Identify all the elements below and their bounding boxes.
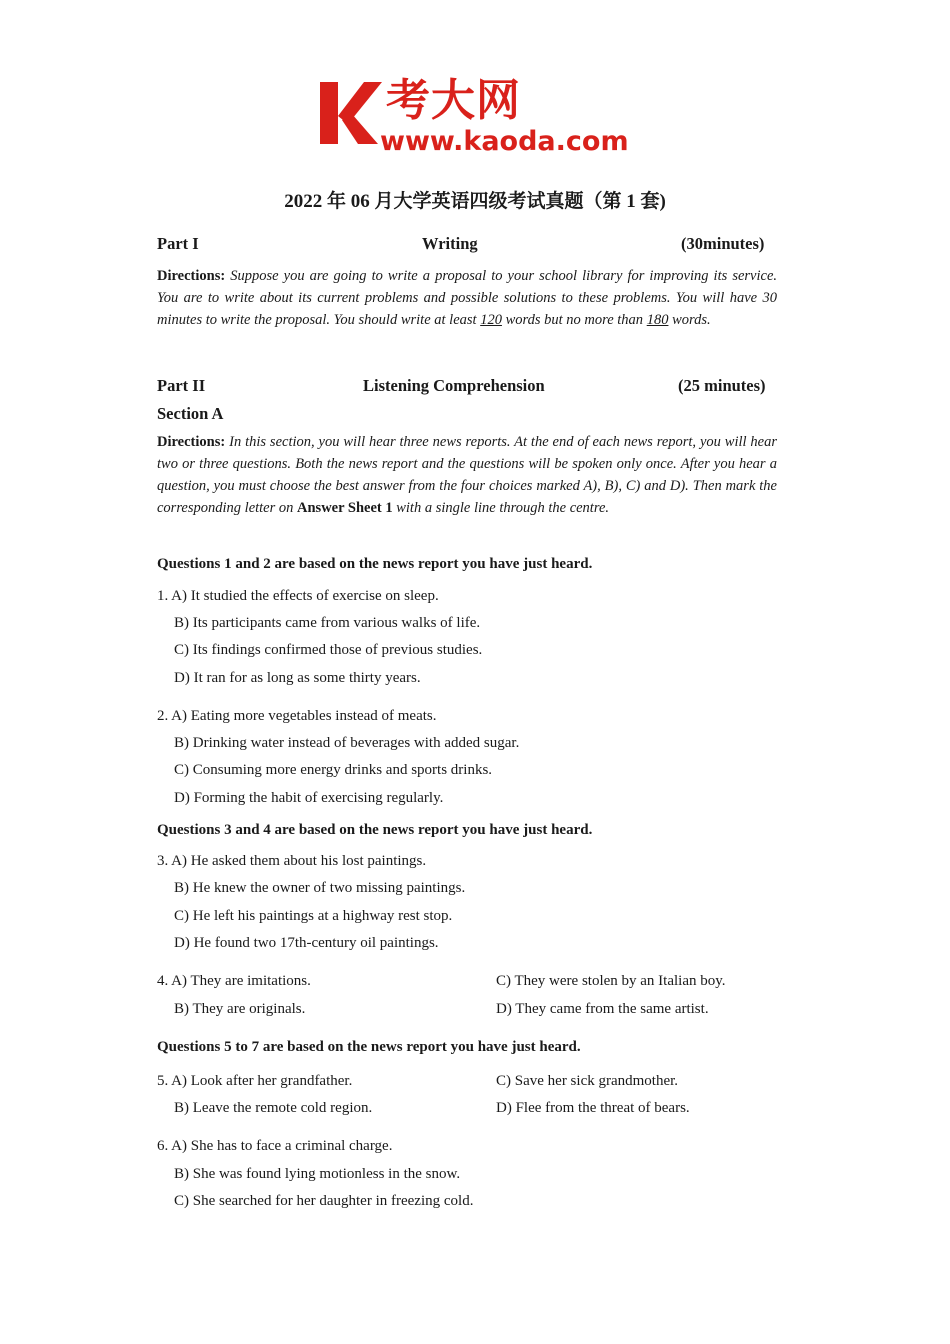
kaoda-logo — [318, 76, 648, 160]
part1-directions — [157, 265, 777, 331]
q2-option-c: C) Consuming more energy drinks and sports drinks. — [174, 762, 493, 778]
part1-directions-text-a: Suppose you are going to write a proposal to your school library for improving its service. You are to write about its current problems and possible solutions to these problems. You will have 30 minutes to write the proposal. You should write at least — [157, 268, 777, 328]
group-heading: Questions 3 and 4 are based on the news report you have just heard. — [157, 822, 593, 838]
part2-directions — [157, 431, 777, 519]
q5-option-c: C) Save her sick grandmother. — [496, 1073, 679, 1089]
q6-option-a: 6. A) She has to face a criminal charge. — [157, 1138, 393, 1154]
part1-label: Part I — [157, 234, 199, 253]
answer-sheet-label: Answer Sheet 1 — [297, 500, 393, 516]
part2-time: (25 minutes) — [678, 376, 766, 395]
q5-option-d: D) Flee from the threat of bears. — [496, 1100, 690, 1116]
max-words: 180 — [646, 312, 669, 328]
q1-option-b: B) Its participants came from various walks of life. — [174, 615, 481, 631]
q4-option-a: 4. A) They are imitations. — [157, 973, 311, 989]
q2-option-a: 2. A) Eating more vegetables instead of meats. — [157, 708, 437, 724]
q4-option-c: C) They were stolen by an Italian boy. — [496, 973, 726, 989]
page-title: 2022 年 06 月大学英语四级考试真题（第 1 套) — [284, 191, 666, 212]
q3-option-c: C) He left his paintings at a highway rest stop. — [174, 908, 453, 924]
q3-option-b: B) He knew the owner of two missing paintings. — [174, 880, 466, 896]
q3-option-d: D) He found two 17th-century oil paintings. — [174, 935, 439, 951]
q1-option-d: D) It ran for as long as some thirty years. — [174, 670, 421, 686]
directions-label: Directions: — [157, 268, 226, 284]
k-logo-icon — [318, 80, 382, 146]
part1-directions-text-c: words. — [672, 312, 711, 328]
q1-option-c: C) Its findings confirmed those of previous studies. — [174, 642, 483, 658]
logo-url-text: www.kaoda.com — [380, 126, 629, 157]
q1-option-a: 1. A) It studied the effects of exercise on sleep. — [157, 588, 439, 604]
q6-option-c: C) She searched for her daughter in freezing cold. — [174, 1193, 474, 1209]
q5-option-a: 5. A) Look after her grandfather. — [157, 1073, 353, 1089]
part2-name: Listening Comprehension — [363, 376, 545, 395]
part1-directions-text-b: words but no more than — [505, 312, 644, 328]
part1-name: Writing — [422, 234, 478, 253]
q6-option-b: B) She was found lying motionless in the snow. — [174, 1166, 461, 1182]
logo-brand-text: 考大网 — [386, 75, 521, 126]
q5-option-b: B) Leave the remote cold region. — [174, 1100, 373, 1116]
q4-option-b: B) They are originals. — [174, 1001, 306, 1017]
q3-option-a: 3. A) He asked them about his lost paintings. — [157, 853, 427, 869]
section-a-label: Section A — [157, 404, 224, 423]
group-heading: Questions 1 and 2 are based on the news report you have just heard. — [157, 556, 593, 572]
q2-option-d: D) Forming the habit of exercising regularly. — [174, 790, 444, 806]
part2-label: Part II — [157, 376, 206, 395]
part1-time: (30minutes) — [681, 234, 765, 253]
min-words: 120 — [480, 312, 502, 328]
part2-directions-text-b: with a single line through the centre. — [396, 500, 610, 516]
q4-option-d: D) They came from the same artist. — [496, 1001, 709, 1017]
part2-directions-text-a: In this section, you will hear three news reports. At the end of each news report, you will hear two or three questions. Both the news report and the questions will be spoken only once. After you hear a question, you must choose the best answer from the four choices marked A), B), C) and D). Then mark the corresponding letter on — [157, 434, 778, 516]
group-heading: Questions 5 to 7 are based on the news report you have just heard. — [157, 1039, 581, 1055]
q2-option-b: B) Drinking water instead of beverages with added sugar. — [174, 735, 520, 751]
directions-label: Directions: — [157, 434, 226, 450]
